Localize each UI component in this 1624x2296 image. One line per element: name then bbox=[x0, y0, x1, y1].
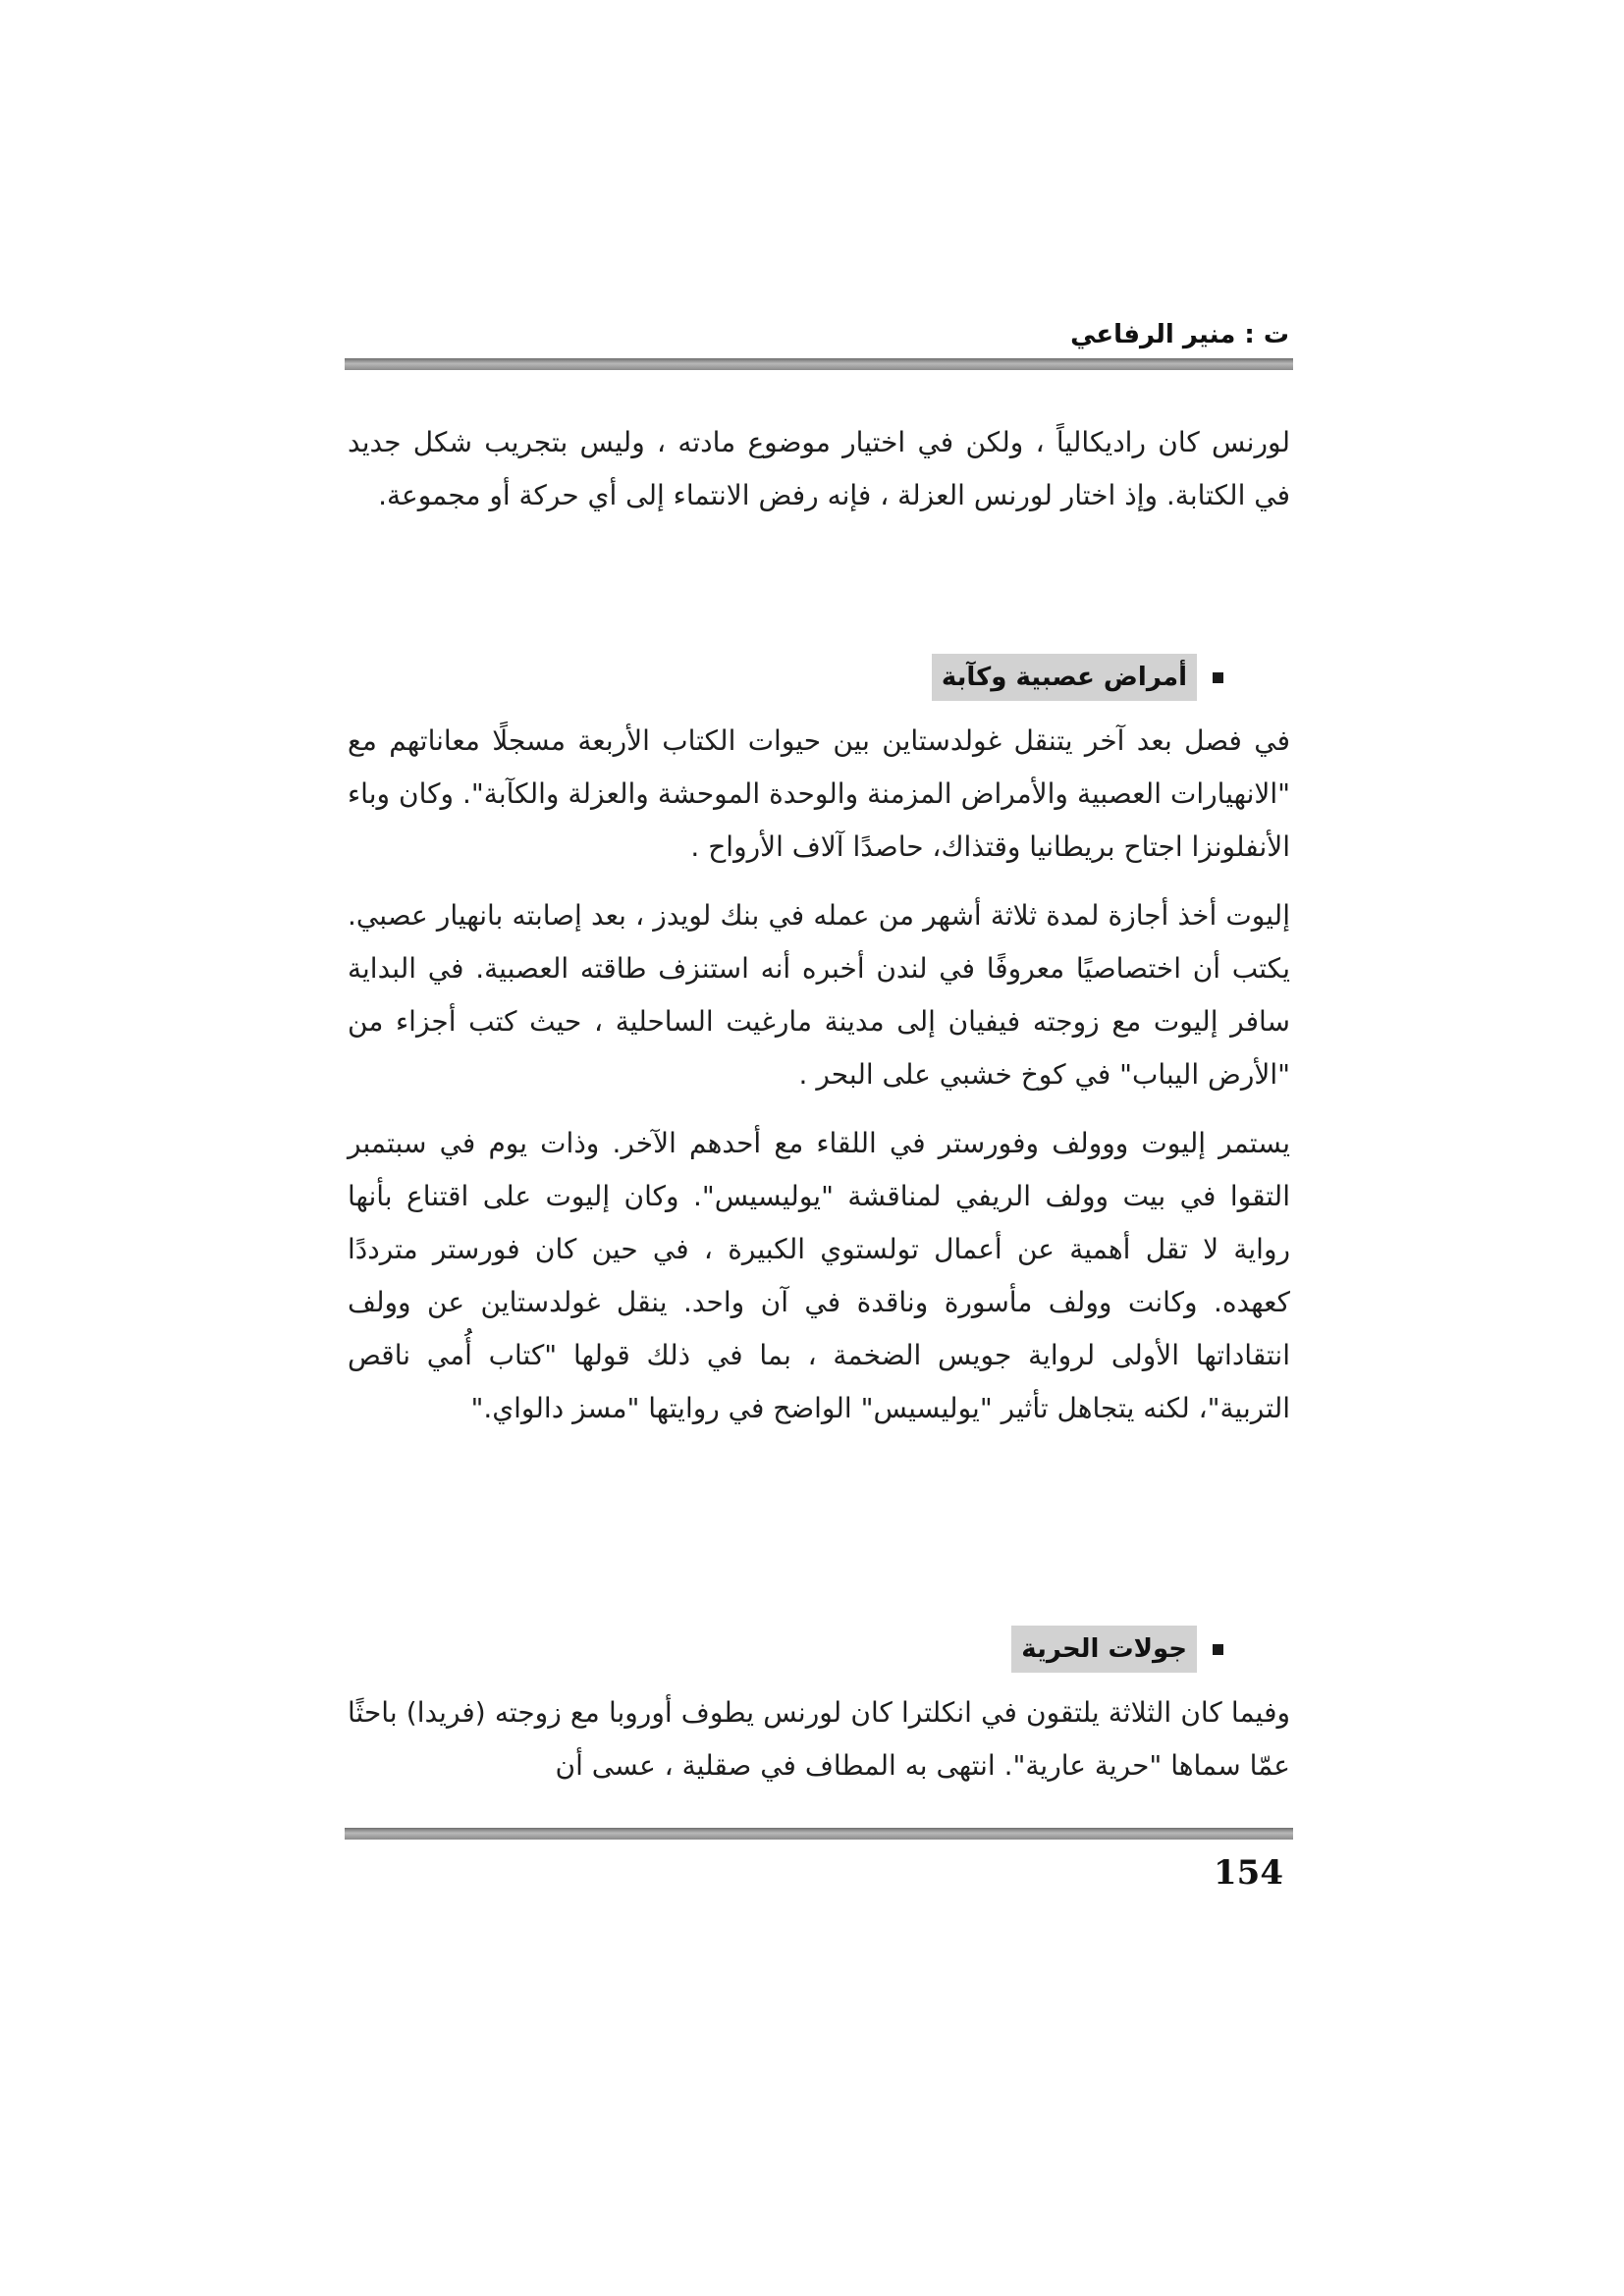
section-heading-freedom-tours bbox=[1011, 1626, 1223, 1673]
paragraph: في فصل بعد آخر يتنقل غولدستاين بين حيوات الكتاب الأربعة مسجلًا معاناتهم مع "الانهيارات العصبية والأمراض المزمنة والوحدة الموحشة والعزلة والكآبة". وكان وباء الأنفلونزا اجتاح بريطانيا وقتذاك، حاصدًا آلاف الأرواح . bbox=[348, 724, 1290, 863]
paragraph: إليوت أخذ أجازة لمدة ثلاثة أشهر من عمله في بنك لويدز ، بعد إصابته بانهيار عصبي. يكتب أن اختصاصيًا معروفًا في لندن أخبره أنه استنزف طاقته العصبية. في البداية سافر إليوت مع زوجته فيفيان إلى مدينة مارغيت الساحلية ، حيث كتب أجزاء من "الأرض اليباب" في كوخ خشبي على البحر . bbox=[348, 899, 1290, 1091]
paragraph: لورنس كان راديكالياً ، ولكن في اختيار موضوع مادته ، وليس بتجريب شكل جديد في الكتابة. وإذ اختار لورنس العزلة ، فإنه رفض الانتماء إلى أي حركة أو مجموعة. bbox=[348, 426, 1290, 511]
header-rule bbox=[345, 358, 1293, 370]
footer-rule bbox=[345, 1828, 1293, 1840]
intro-text-block bbox=[348, 416, 1290, 538]
square-bullet-icon bbox=[1213, 672, 1223, 683]
paragraph: وفيما كان الثلاثة يلتقون في انكلترا كان لورنس يطوف أوروبا مع زوجته (فريدا) باحثًا عمّا سماها "حرية عارية". انتهى به المطاف في صقلية ، عسى أن bbox=[348, 1696, 1290, 1782]
section-heading-nervous-disorders bbox=[932, 654, 1223, 701]
paragraph: يستمر إليوت ووولف وفورستر في اللقاء مع أحدهم الآخر. وذات يوم في سبتمبر التقوا في بيت وولف الريفي لمناقشة "يوليسيس". وكان إليوت على اقتناع بأنها رواية لا تقل أهمية عن أعمال تولستوي الكبيرة ، في حين كان فورستر مترددًا كعهده. وكانت وولف مأسورة وناقدة في آن واحد. ينقل غولدستاين عن وولف انتقاداتها الأولى لرواية جويس الضخمة ، بما في ذلك قولها "كتاب أُمي ناقص التربية"، لكنه يتجاهل تأثير "يوليسيس" الواضح في روايتها "مسز دالواي." bbox=[348, 1127, 1290, 1424]
section-1-text-block bbox=[348, 715, 1290, 1451]
square-bullet-icon bbox=[1213, 1644, 1223, 1655]
section-2-text-block bbox=[348, 1686, 1290, 1808]
section-heading-label: جولات الحرية bbox=[1011, 1626, 1197, 1673]
section-heading-label: أمراض عصبية وكآبة bbox=[932, 654, 1197, 701]
page-number: 154 bbox=[1214, 1853, 1283, 1893]
running-header-title: ت : منير الرفاعي bbox=[1070, 320, 1289, 349]
